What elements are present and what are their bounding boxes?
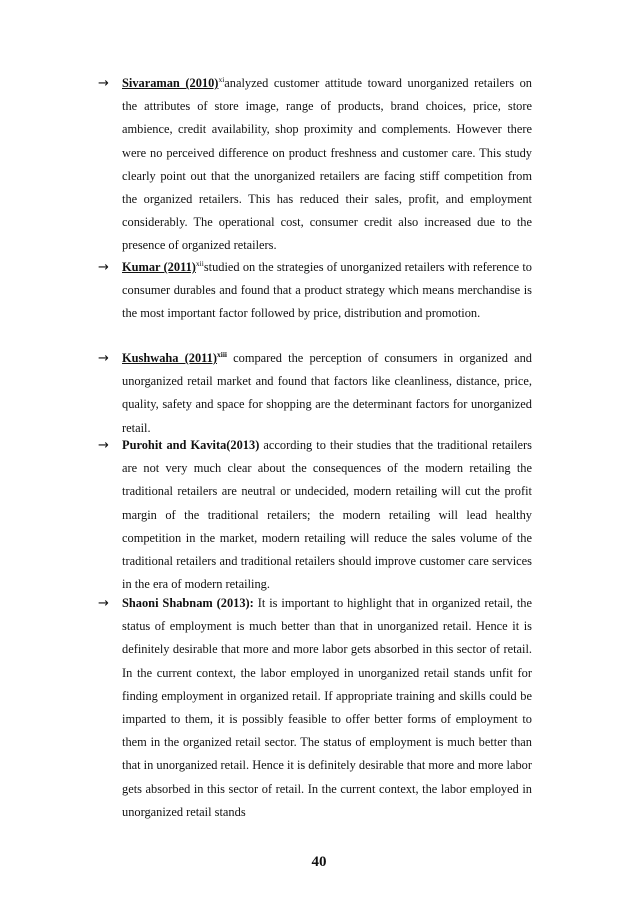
arrow-icon: → — [98, 260, 109, 275]
entry-text: studied on the strategies of unorganized retailers with reference to consumer durables and found that a product strategy which means merchandise is the most important factor followed by price, distribution and promotion. — [122, 260, 532, 321]
entry-paragraph — [122, 434, 532, 596]
entry-paragraph — [122, 256, 532, 326]
entry-paragraph — [122, 72, 532, 258]
arrow-icon: → — [98, 76, 109, 91]
entry-author: Kumar (2011) — [122, 260, 196, 274]
literature-entry-sivaraman — [98, 72, 532, 258]
arrow-icon: → — [98, 351, 109, 366]
entry-author: Kushwaha (2011) — [122, 351, 217, 365]
reference-marker: xi — [218, 75, 225, 84]
arrow-icon: → — [98, 596, 109, 611]
entry-author: Shaoni Shabnam (2013): — [122, 596, 254, 610]
entry-text: compared the perception of consumers in organized and unorganized retail market and found that factors like cleanliness, distance, price, quality, safety and space for shopping are the determinant factors for unorganized retail. — [122, 351, 532, 435]
arrow-icon: → — [98, 438, 109, 453]
entry-paragraph — [122, 347, 532, 440]
literature-entry-kushwaha — [98, 347, 532, 440]
entry-author: Purohit and Kavita(2013) — [122, 438, 260, 452]
entry-paragraph — [122, 592, 532, 824]
reference-marker: xii — [195, 259, 204, 268]
literature-entry-shaoni-shabnam — [98, 592, 532, 824]
literature-entry-purohit-kavita — [98, 434, 532, 596]
entry-author: Sivaraman (2010) — [122, 76, 219, 90]
entry-text: It is important to highlight that in organized retail, the status of employment is much better than that in unorganized retail. Hence it is definitely desirable that more and more labor gets absorbed in this sector of retail. In the current context, the labor employed in unorganized retail stands unfit for finding employment in organized retail. If appropriate training and skills could be imparted to them, it is possibly feasible to offer better forms of employment to them in the organized retail sector. The status of employment is much better than that in unorganized retail. Hence it is definitely desirable that more and more labor gets absorbed in this sector of retail. In the current context, the labor employed in unorganized retail stands — [122, 596, 532, 819]
reference-marker: xiii — [216, 350, 227, 359]
literature-entry-kumar — [98, 256, 532, 326]
entry-text: analyzed customer attitude toward unorganized retailers on the attributes of store image, range of products, brand choices, price, store ambience, credit availability, shop proximity and complements. However there were no perceived difference on product freshness and customer care. This study clearly point out that the unorganized retailers are facing stiff competition from the organized retailers. This has reduced their sales, profit, and employment considerably. The operational cost, consumer credit also increased due to the presence of organized retailers. — [122, 76, 532, 253]
page-number: 40 — [311, 854, 327, 870]
entry-text: according to their studies that the traditional retailers are not very much clear about the consequences of the modern retailing the traditional retailers are neutral or undecided, modern retailing will cut the profit margin of the traditional retailers; the modern retailing will lead healthy competition in the market, modern retailing will reduce the sales volume of the traditional retailers and traditional retailers should improve customer care services in the era of modern retailing. — [122, 438, 533, 592]
